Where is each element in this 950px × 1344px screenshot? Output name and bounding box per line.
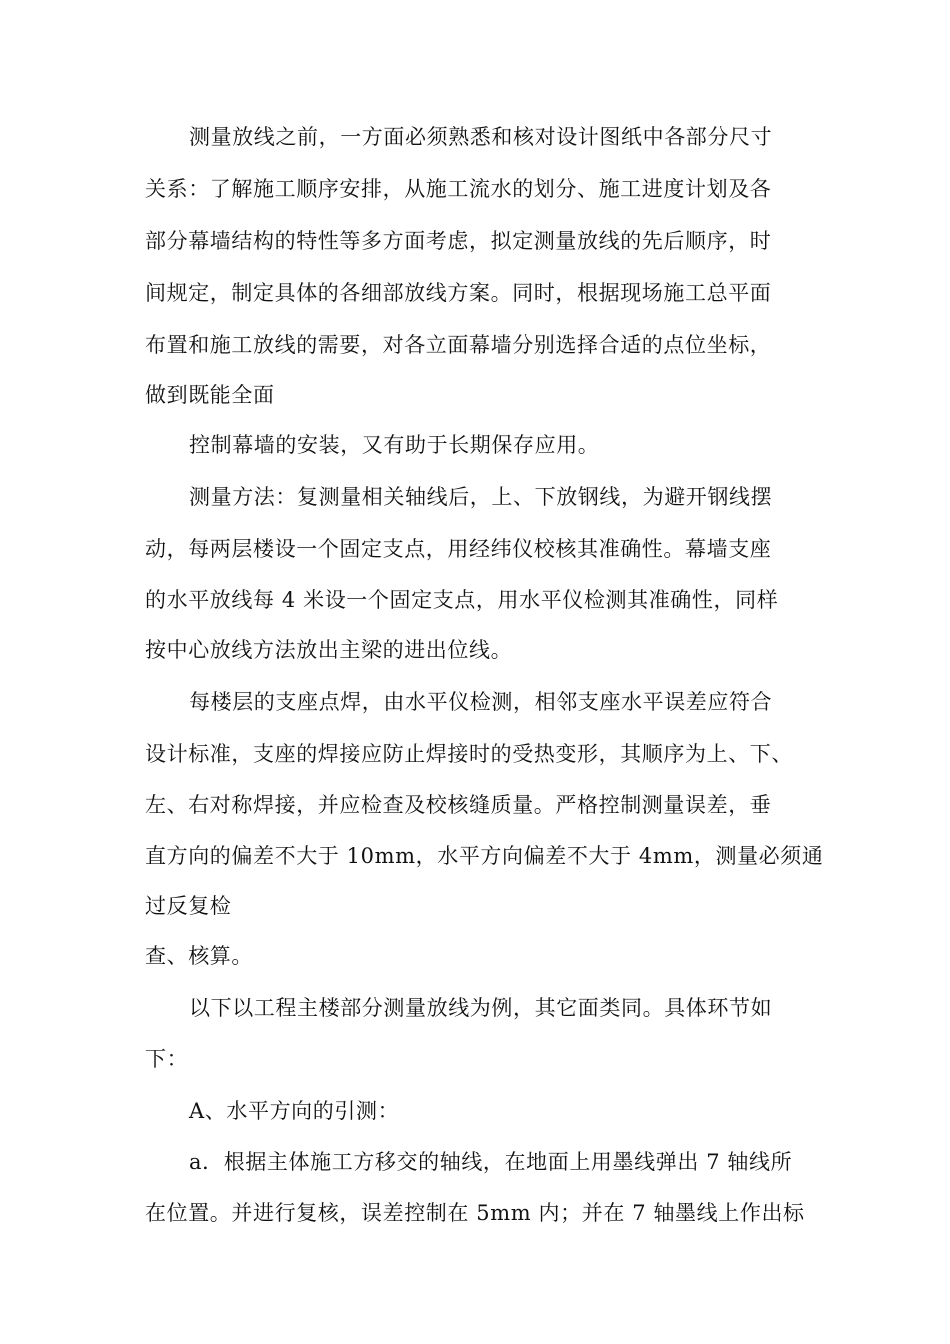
text-line: 间规定，制定具体的各细部放线方案。同时，根据现场施工总平面 (145, 281, 772, 305)
text-line: 做到既能全面 (145, 383, 275, 407)
text-line: 直方向的偏差不大于 10mm，水平方向偏差不大于 4mm，测量必须通 (145, 844, 824, 868)
text-line: 每楼层的支座点焊，由水平仪检测，相邻支座水平误差应符合 (189, 690, 773, 714)
text-line: 过反复检 (145, 894, 232, 918)
text-line: a．根据主体施工方移交的轴线，在地面上用墨线弹出 7 轴线所 (189, 1150, 793, 1174)
text-line: 查、核算。 (145, 944, 253, 968)
text-line: 测量放线之前，一方面必须熟悉和核对设计图纸中各部分尺寸 (189, 125, 773, 149)
text-line: 以下以工程主楼部分测量放线为例，其它面类同。具体环节如 (189, 996, 773, 1020)
text-line: 按中心放线方法放出主梁的进出位线。 (145, 638, 513, 662)
text-line: 动，每两层楼设一个固定支点，用经纬仪校核其准确性。幕墙支座 (145, 537, 772, 561)
text-line: 控制幕墙的安装，又有助于长期保存应用。 (189, 433, 600, 457)
text-line: 部分幕墙结构的特性等多方面考虑，拟定测量放线的先后顺序，时 (145, 229, 772, 253)
text-line: 测量方法：复测量相关轴线后，上、下放钢线，为避开钢线摆 (189, 485, 773, 509)
text-line: A、水平方向的引测： (189, 1099, 400, 1123)
text-line: 下： (145, 1047, 189, 1071)
text-line: 的水平放线每 4 米设一个固定支点，用水平仪检测其准确性，同样 (145, 588, 779, 612)
text-line: 设计标准，支座的焊接应防止焊接时的受热变形，其顺序为上、下、 (145, 742, 793, 766)
text-line: 关系：了解施工顺序安排，从施工流水的划分、施工进度计划及各 (145, 177, 772, 201)
text-line: 布置和施工放线的需要，对各立面幕墙分别选择合适的点位坐标， (145, 333, 772, 357)
text-line: 在位置。并进行复核，误差控制在 5mm 内；并在 7 轴墨线上作出标 (145, 1201, 805, 1225)
text-line: 左、右对称焊接，并应检查及校核缝质量。严格控制测量误差，垂 (145, 793, 772, 817)
